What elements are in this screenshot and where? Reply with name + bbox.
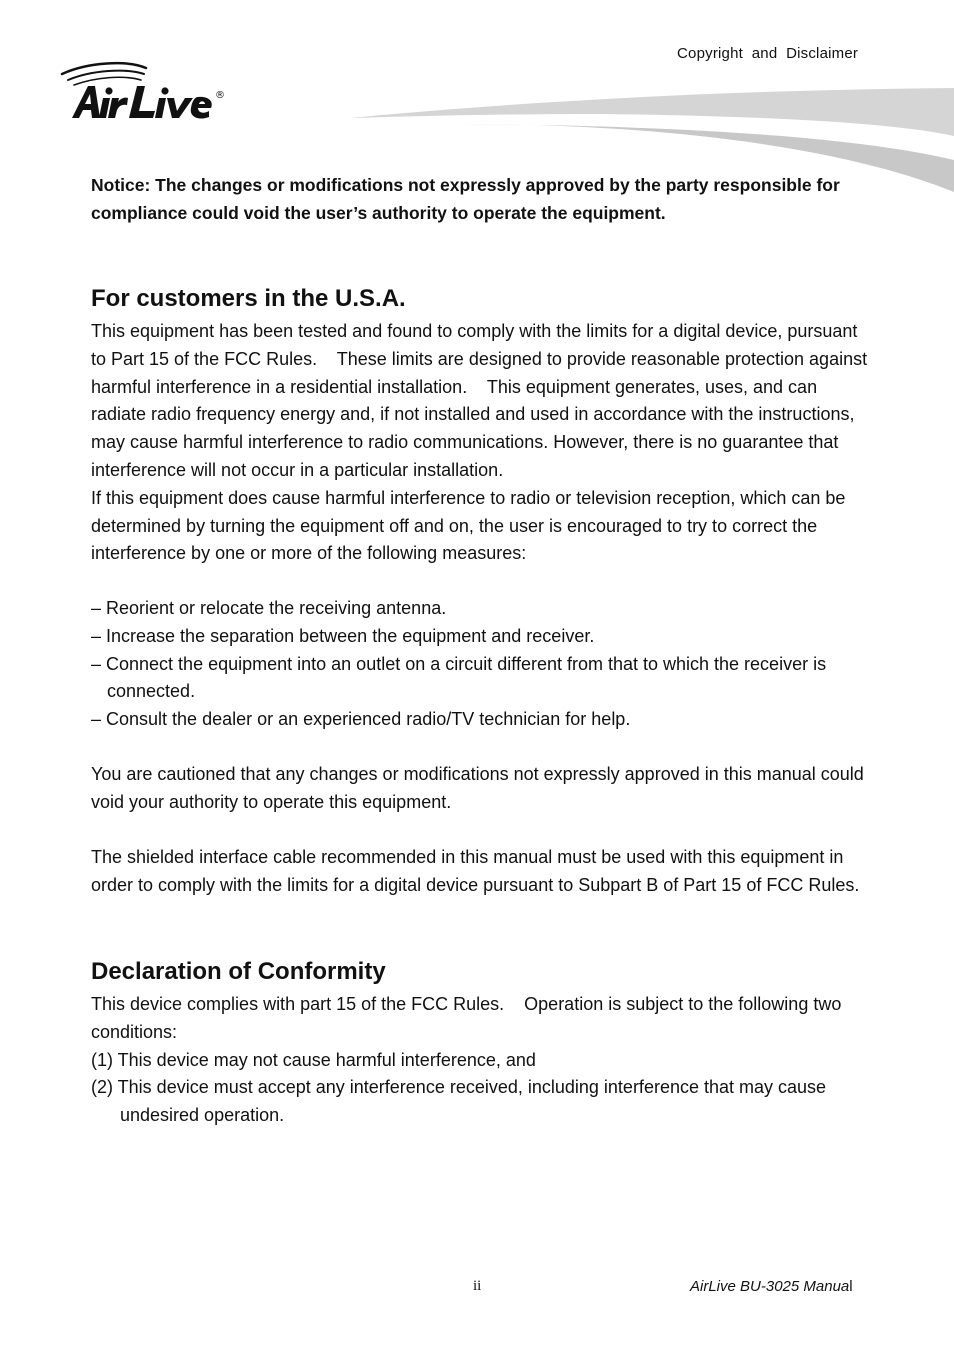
- caution-text: You are cautioned that any changes or modifications not expressly approved in this manual could void your authority to operate this equipment.: [91, 764, 864, 812]
- manual-title: [690, 1278, 853, 1295]
- section-title: Copyright and Disclaimer: [677, 45, 859, 62]
- list-item: – Connect the equipment into an outlet on a circuit different from that to which the receiver is connected.: [91, 653, 827, 702]
- usa-paragraph-2: If this equipment does cause harmful interference to radio or television reception, which can be determined by turning the equipment off and on, the user is encouraged to try to correct the interference by one or more of the following measures:: [91, 487, 846, 564]
- list-item: – Reorient or relocate the receiving antenna.: [91, 598, 447, 618]
- conformity-body: [91, 991, 873, 1130]
- usa-paragraph-1: This equipment has been tested and found to comply with the limits for a digital device, pursuant to Part 15 of the FCC Rules. These limits are designed to provide reasonable protection against harmful interference in a residential installation. This equipment generates, uses, and can radiate radio frequency energy and, if not installed and used in accordance with the instructions, may cause harmful interference to radio communications. However, there is no guarantee that interference will not occur in a particular installation.: [91, 321, 873, 480]
- manual-title-last-letter: l: [849, 1278, 853, 1295]
- usa-heading: For customers in the U.S.A.: [91, 285, 406, 312]
- notice-paragraph: [91, 172, 873, 228]
- airlive-logo: [58, 60, 283, 124]
- condition-item: (1) This device may not cause harmful interference, and: [91, 1049, 536, 1070]
- measures-list: [91, 595, 873, 734]
- page-number: ii: [473, 1278, 482, 1294]
- manual-title-main: AirLive BU-3025 Manua: [690, 1278, 850, 1295]
- list-item: – Consult the dealer or an experienced radio/TV technician for help.: [91, 709, 631, 730]
- usa-body: [91, 318, 873, 568]
- shielded-cable-paragraph: [91, 844, 873, 900]
- shielded-text: The shielded interface cable recommended in this manual must be used with this equipment in order to comply with the limits for a digital device pursuant to Subpart B of Part 15 of FCC Rules.: [91, 847, 860, 895]
- condition-item: (2) This device must accept any interference received, including interference that may cause undesired operation.: [91, 1077, 827, 1126]
- conformity-heading: Declaration of Conformity: [91, 958, 386, 985]
- registered-mark: ®: [215, 90, 225, 101]
- conformity-intro: This device complies with part 15 of the FCC Rules. Operation is subject to the following two conditions:: [91, 994, 847, 1042]
- notice-text: Notice: The changes or modifications not expressly approved by the party responsible for compliance could void the user’s authority to operate the equipment.: [91, 175, 840, 223]
- caution-paragraph: [91, 761, 873, 817]
- list-item: – Increase the separation between the equipment and receiver.: [91, 625, 595, 646]
